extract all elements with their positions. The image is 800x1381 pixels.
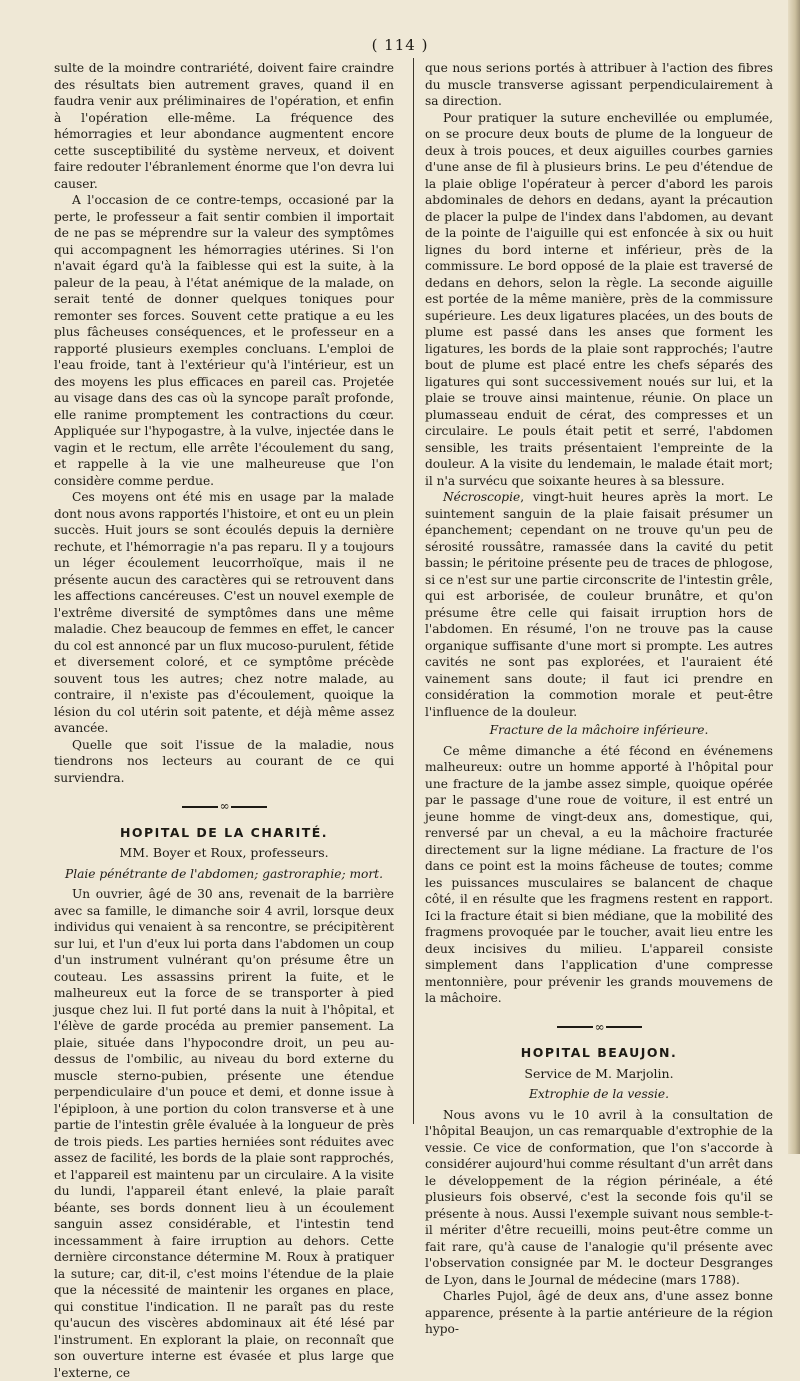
- case-title: Fracture de la mâchoire inférieure.: [489, 723, 709, 737]
- hospital-heading: HOPITAL BEAUJON.: [520, 1045, 678, 1060]
- service-line: Service de M. Marjolin.: [524, 1065, 674, 1081]
- paragraph: Charles Pujol, âgé de deux ans, d'une assez bonne apparence, présente à la partie antérieure de la région hypo-: [425, 1289, 773, 1336]
- paragraph: sulte de la moindre contrariété, doivent faire craindre des résultats bien autrement graves, quand il en faudra venir aux préliminaires de l'opération, et enfin à l'opération elle-même. La fréquence des hémorragies et leur abondance augmentent encore cette susceptibilité du système nerveux, et doivent faire redouter l'ébranlement énorme que l'on devra lui causer.: [54, 61, 394, 191]
- paragraph: que nous serions portés à attribuer à l'action des fibres du muscle transverse agissant perpendiculairement à sa direction.: [425, 61, 773, 108]
- paragraph: A l'occasion de ce contre-temps, occasioné par la perte, le professeur a fait sentir combien il importait de ne pas se méprendre sur la valeur des symptômes qui accompagnent les hémorragies utérines. Si l'on n'avait égard qu'à la faiblesse qui est la suite, à la paleur de la peau, à l'état anémique de la malade, on serait tenté de donner quelques toniques pour remonter ses forces. Souvent cette pratique a eu les plus fâcheuses conséquences, et le professeur en a rapporté plusieurs exemples concluans. L'emploi de l'eau froide, tant à l'extérieur qu'à l'intérieur, est un des moyens les plus efficaces en pareil cas. Projetée au visage dans des cas où la syncope paraît profonde, elle ranime promptement les contractions du cœur. Appliquée sur l'hypogastre, à la vulve, injectée dans le vagin et le rectum, elle arrête l'écoulement du sang, et rappelle à la vie une malheureuse que l'on considère comme perdue.: [54, 193, 394, 488]
- paragraph: Pour pratiquer la suture enchevillée ou emplumée, on se procure deux bouts de plume de la longueur de deux à trois pouces, et deux aiguilles courbes garnies d'une anse de fil à plusieurs brins. Le peu d'étendue de la plaie oblige l'opérateur à percer d'abord les parois abdominales de dehors en dedans, ayant la précaution de placer la pulpe de l'index dans l'abdomen, au devant de la pointe de l'aiguille qui est enfoncée à six ou huit lignes du bord interne et inférieur, près de la commissure. Le bord opposé de la plaie est traversé de dedans en dehors, selon la règle. La seconde aiguille est portée de la même manière, près de la commissure supérieure. Les deux ligatures placées, un des bouts de plume est passé dans les anses que forment les ligatures, les bords de la plaie sont rapprochés; l'autre bout de plume est placé entre les chefs séparés des ligatures qui sont successivement noués sur lui, et la plaie se trouve ainsi maintenue, réunie. On place un plumasseau enduit de cérat, des compresses et un circulaire. Le pouls était petit et serré, l'abdomen sensible, les traits présentaient l'empreinte de la douleur. A la visite du lendemain, le malade était mort; il n'a survécu que soixante heures à sa blessure.: [425, 110, 773, 488]
- case-title: Plaie pénétrante de l'abdomen; gastroraphie; mort.: [65, 866, 383, 881]
- paragraph: Un ouvrier, âgé de 30 ans, revenait de la barrière avec sa famille, le dimanche soir 4 avril, lorsque deux individus qui venaient à sa rencontre, se précipitèrent sur lui, et l'un d'eux lui porta dans l'abdomen un coup d'un instrument vulnérant qu'on présume être un couteau. Les assassins prirent la fuite, et le malheureux eut la force de se transporter à pied jusque chez lui. Il fut porté dans la nuit à l'hôpital, et l'élève de garde procéda au premier pansement. La plaie, située dans l'hypocondre droit, un peu au-dessus de l'ombilic, au niveau du bord externe du muscle sterno-pubien, présente une étendue perpendiculaire d'un pouce et demi, et donne issue à l'épiploon, à une portion du colon transverse et à une partie de l'intestin grêle évaluée à la longueur de près de trois pieds. Les parties herniées sont réduites avec assez de facilité, les bords de la plaie sont rapprochés, et l'appareil est maintenu par un circulaire. A la visite du lundi, l'appareil étant enlevé, la plaie paraît béante, ses bords donnent lieu à un écoulement sanguin assez considérable, et l'intestin tend incessamment à faire irruption au dehors. Cette dernière circonstance détermine M. Roux à pratiquer la suture; car, dit-il, c'est moins l'étendue de la plaie que la nécessité de maintenir les organes en place, qui constitue l'indication. Il ne paraît pas du reste qu'aucun des viscères abdominaux ait été lésé par l'instrument. En explorant la plaie, on reconnaît que son ouverture interne est évasée et plus large que l'externe, ce: [54, 887, 394, 1380]
- professors-line: MM. Boyer et Roux, professeurs.: [119, 845, 329, 860]
- right-column: [425, 60, 773, 1338]
- paragraph: [425, 489, 773, 720]
- section-separator: ∞: [425, 1019, 773, 1036]
- necroscopy-label: Nécroscopie: [443, 490, 521, 504]
- case-title: Extrophie de la vessie.: [529, 1087, 669, 1101]
- paragraph: Nous avons vu le 10 avril à la consultation de l'hôpital Beaujon, un cas remarquable d'extrophie de la vessie. Ce vice de conformation, que l'on s'accorde à considérer aujourd'hui comme résultant d'un arrêt dans le développement de la région périnéale, a été plusieurs fois observé, c'est la seconde fois qu'il se présente à nous. Aussi l'exemple suivant nous semble-t-il mériter d'être recueilli, moins peut-être comme un fait rare, qu'à cause de l'analogie qu'il présente avec l'observation consignée par M. le docteur Desgranges de Lyon, dans le Journal de médecine (mars 1788).: [425, 1107, 773, 1287]
- left-column: [54, 60, 394, 1381]
- hospital-heading: HOPITAL DE LA CHARITÉ.: [119, 824, 329, 840]
- paragraph: Ce même dimanche a été fécond en événemens malheureux: outre un homme apporté à l'hôpital pour une fracture de la jambe assez simple, quoique opérée par le passage d'une roue de voiture, il est entré un jeune homme de vingt-deux ans, domestique, qui, renversé par un cheval, a eu la mâchoire fracturée directement sur la ligne médiane. La fracture de l'os dans ce point est la moins fâcheuse de toutes; comme les puissances musculaires se balancent de chaque côté, il en résulte que les fragmens restent en rapport. Ici la fracture était si bien médiane, que la mobilité des fragmens provoquée par le toucher, avait lieu entre les deux incisives du milieu. L'appareil consiste simplement dans l'application d'une compresse mentonnière, pour prévenir les grands mouvemens de la mâchoire.: [425, 743, 773, 1005]
- section-separator: ∞: [54, 798, 394, 815]
- page-edge: [788, 0, 800, 1154]
- column-divider: [413, 58, 414, 1124]
- necroscopy-text: , vingt-huit heures après la mort. Le suintement sanguin de la plaie faisait présumer un épanchement; cependant on ne trouve qu'un peu de sérosité roussâtre, ramassée dans la cavité du petit bassin; le péritoine présente peu de traces de phlogose, si ce n'est sur une partie circonscrite de l'intestin grêle, qui est arborisée, de couleur brunâtre, et qu'on présume être celle qui faisait irruption hors de l'abdomen. En résumé, l'on ne trouve pas la cause organique suffisante d'une mort si prompte. Les autres cavités ne sont pas explorées, et l'auraient été vainement sans doute; il faut ici prendre en considération la commotion morale et peut-être l'influence de la douleur.: [425, 490, 773, 719]
- paragraph: Quelle que soit l'issue de la maladie, nous tiendrons nos lecteurs au courant de ce qui surviendra.: [54, 737, 394, 785]
- paragraph: Ces moyens ont été mis en usage par la malade dont nous avons rapportés l'histoire, et ont eu un plein succès. Huit jours se sont écoulés depuis la dernière rechute, et l'hémorragie n'a pas reparu. Il y a toujours un léger écoulement leucorrhoïque, mais il ne présente aucun des caractères qui se retrouvent dans les affections cancéreuses. C'est un nouvel exemple de l'extrême diversité de symptômes dans une même maladie. Chez beaucoup de femmes en effet, le cancer du col est annoncé par un flux mucoso-purulent, fétide et diversement coloré, et ce symptôme précède souvent tous les autres; chez notre malade, au contraire, il n'existe pas d'écoulement, quoique la lésion du col utérin soit patente, et déjà même assez avancée.: [54, 490, 394, 735]
- page-number: ( 114 ): [371, 36, 429, 54]
